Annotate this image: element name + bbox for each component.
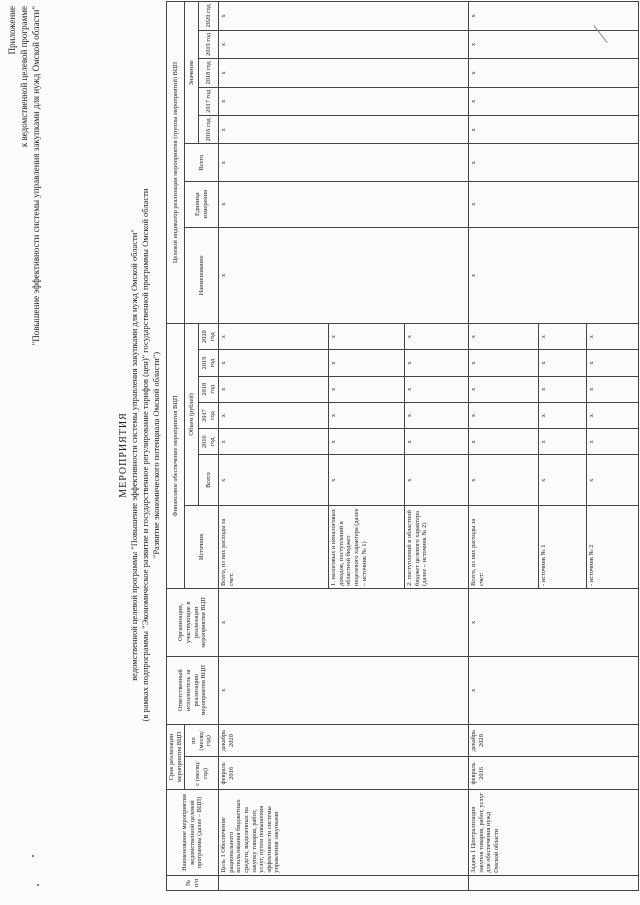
finance-year: x (219, 350, 329, 376)
finance-year: x (587, 402, 639, 428)
finance-total: x (469, 455, 539, 505)
finance-year: x (587, 350, 639, 376)
goal-coexecutor: x (219, 588, 469, 656)
col-volume: Объем (рублей) (185, 324, 199, 506)
finance-source: - источник № 2 (587, 505, 639, 588)
finance-source: 2. поступлений в областной бюджет целевого характера (далее – источник № 2) (405, 505, 469, 588)
col-year: 2020 год (199, 324, 219, 350)
indicator-total: x (469, 144, 639, 181)
finance-year: x (219, 402, 329, 428)
indicator-year: x (219, 30, 469, 58)
col-ind-year: 2018 год (199, 59, 219, 87)
finance-year: x (469, 429, 539, 455)
col-ind-year: 2020 год (199, 2, 219, 31)
col-year: 2017 год (199, 402, 219, 428)
goal-responsible: x (219, 656, 469, 724)
finance-year: x (219, 324, 329, 350)
finance-source: Всего, из них расходы за счет: (469, 505, 539, 588)
finance-year: x (587, 429, 639, 455)
indicator-total: x (219, 144, 469, 181)
task-from: февраль 2016 (469, 757, 639, 790)
indicator-year: x (219, 87, 469, 115)
col-from: с (месяц/год) (185, 757, 219, 790)
finance-year: x (539, 402, 587, 428)
col-total: Всего (199, 455, 219, 505)
indicator-year: x (219, 116, 469, 144)
col-coexecutor: Организации, участвующие в реализации мероприятия ВЦП (167, 588, 219, 656)
finance-source: 1. налоговых и неналоговых доходов, поступлений в областной бюджет нецелевого характера (далее – источник № 1) (329, 505, 405, 588)
col-year: 2019 год (199, 350, 219, 376)
finance-year: x (405, 402, 469, 428)
indicator-unit: x (219, 181, 469, 227)
heading-line3: "Развитие экономического потенциала Омской области") (151, 351, 161, 559)
col-ind-name: Наименование (185, 227, 219, 323)
measures-table (166, 1, 639, 891)
finance-year: x (405, 376, 469, 402)
col-num: № п/п (167, 875, 219, 890)
col-finance: Финансовое обеспечение мероприятия ВЦП (167, 324, 185, 589)
indicator-year: x (219, 2, 469, 31)
finance-year: x (469, 324, 539, 350)
col-ind-year: 2016 год (199, 116, 219, 144)
finance-year: x (219, 376, 329, 402)
finance-year: x (405, 324, 469, 350)
finance-year: x (539, 324, 587, 350)
indicator-year: x (469, 116, 639, 144)
finance-total: x (539, 455, 587, 505)
finance-year: x (329, 324, 405, 350)
scan-speck (37, 884, 39, 886)
finance-year: x (587, 376, 639, 402)
finance-year: x (405, 350, 469, 376)
row-num (469, 875, 639, 890)
col-to: по (месяц/год) (185, 724, 219, 757)
document-title: МЕРОПРИЯТИЯ (118, 412, 129, 498)
col-year: 2016 год (199, 429, 219, 455)
finance-year: x (539, 429, 587, 455)
finance-year: x (539, 350, 587, 376)
appendix-line3: "Повышение эффективности системы управления закупками для нужд Омской области" (31, 6, 41, 346)
finance-year: x (329, 429, 405, 455)
indicator-name: x (469, 227, 639, 323)
heading-line1: ведомственной целевой программы "Повышение эффективности системы управления закупками для нужд Омской области" (129, 229, 139, 681)
appendix-line2: к ведомственной целевой программе (19, 6, 29, 148)
goal-to: декабрь 2020 (219, 724, 469, 757)
finance-year: x (405, 429, 469, 455)
col-ind-year: 2019 год (199, 30, 219, 58)
col-name: Наименование мероприятия ведомственной целевой программы (далее – ВЦП) (167, 790, 219, 875)
finance-year: x (329, 350, 405, 376)
finance-total: x (587, 455, 639, 505)
col-ind-year: 2017 год (199, 87, 219, 115)
goal-name: Цель 1 Обеспечение рационального использования бюджетных средств, выделенных на закупку товаров, работ, услуг, путем повышения эффективности системы управления закупками (219, 790, 469, 875)
finance-year: x (469, 350, 539, 376)
col-ind-values: Значение (185, 2, 199, 144)
col-year: 2018 год (199, 376, 219, 402)
finance-source: - источник № 1 (539, 505, 587, 588)
task-to: декабрь 2020 (469, 724, 639, 757)
row-num (219, 875, 469, 890)
task-coexecutor: x (469, 588, 639, 656)
finance-year: x (469, 402, 539, 428)
finance-year: x (587, 324, 639, 350)
indicator-year: x (469, 59, 639, 87)
indicator-year: x (219, 59, 469, 87)
col-period: Срок реализации мероприятия ВЦП (167, 724, 185, 790)
col-responsible: Ответственный исполнитель за реализацию мероприятия ВЦП (167, 656, 219, 724)
table-row (469, 2, 539, 891)
indicator-year: x (469, 30, 639, 58)
finance-total: x (219, 455, 329, 505)
finance-year: x (329, 376, 405, 402)
col-ind-unit: Единица измерения (185, 181, 219, 227)
heading-line2: (в рамках подпрограммы "Экономическое развитие и государственное регулирование тарифов (цен)" государственной программы Омской области (140, 188, 150, 722)
finance-source: Всего, из них расходы за счет: (219, 505, 329, 588)
goal-from: февраль 2016 (219, 757, 469, 790)
indicator-unit: x (469, 181, 639, 227)
document-heading (118, 65, 162, 845)
finance-total: x (405, 455, 469, 505)
appendix-block (6, 6, 42, 486)
finance-total: x (329, 455, 405, 505)
col-indicator: Целевой индикатор реализации мероприятия (группы мероприятий) ВЦП (167, 2, 185, 324)
finance-year: x (539, 376, 587, 402)
finance-year: x (219, 429, 329, 455)
col-source: Источник (185, 505, 219, 588)
appendix-line1: Приложение (7, 6, 17, 55)
indicator-year: x (469, 87, 639, 115)
table-row (219, 2, 329, 891)
task-name: Задача 1 Централизация закупок товаров, работ, услуг для обеспечения нужд Омской области (469, 790, 639, 875)
finance-year: x (329, 402, 405, 428)
indicator-year: x (469, 2, 639, 31)
finance-year: x (469, 376, 539, 402)
indicator-name: x (219, 227, 469, 323)
col-ind-total: Всего (185, 144, 219, 181)
task-responsible: x (469, 656, 639, 724)
scan-speck (32, 855, 34, 857)
